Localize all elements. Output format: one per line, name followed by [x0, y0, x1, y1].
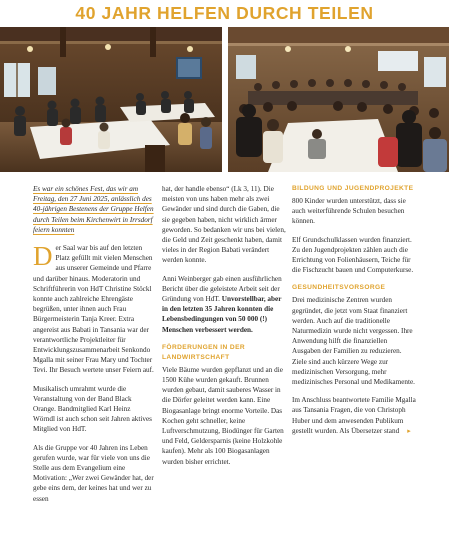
section-heading-agriculture: FÖRDERUNGEN IN DER LANDWIRTSCHAFT	[162, 343, 246, 361]
photo-caption: Es war ein schönes Fest, das wir am Freitag, den 27 Juni 2025, anlässlich des 40-jährigen Bestenens der Gruppe Helfen durch Teilen beim Kirchenwirt in Irrsdorf feiern konnten	[33, 185, 154, 234]
music-paragraph: Musikalisch umrahmt wurde die Veranstaltung von der Band Black Orange. Bandmitglied Karl Heinz Wörndl ist auch schon seit Jahren aktives Mitglied von HdT.	[33, 384, 152, 434]
gratitude-paragraph: hat, der handle ebenso“ (Lk 3, 11). Die meisten von uns haben mehr als zwei Gewänder und sind durch die Gaben, die sie gegeben haben, nicht wirklich ärmer geworden. So bedanken wir uns bei vielen, die Geld und Zeit geschenkt haben, damit vieles in der Region Babati verändert werden konnte.	[162, 185, 286, 265]
intro-paragraph	[33, 243, 154, 376]
page-title: 40 JAHR HELFEN DURCH TEILEN	[75, 3, 374, 23]
youth-paragraph: Elf Grundschulklassen wurden finanziert. Zu den Jugendprojekten zählen auch die Errichtung von Folienhäusern, Teiche für die Fischzucht bauen und Computerkurse.	[292, 235, 414, 275]
closing-paragraph	[292, 395, 417, 436]
continue-arrow-icon: ▸	[407, 426, 411, 435]
text-column-3	[292, 184, 417, 444]
health-paragraph: Drei medizinische Zentren wurden gegründet, die jetzt vom Staat finanziert werden. Auch auf die traditionelle Naturmedizin wurde nicht vergessen. Ihre Anwendung hilft die finanziellen Ausgaben der Familien zu reduzieren. Ziele sind auch kürzere Wege zur medizinischen Versorgung, mehr medizinisches Personal und Medikamente.	[292, 296, 415, 387]
text-column-2	[162, 184, 286, 475]
event-photo-left	[0, 27, 222, 172]
text-column-1	[33, 184, 154, 512]
report-highlight: Unvorstellbar, aber in den letzten 35 Jahren konnten die Lebensbedingungen von 50 000 (!) Menschen verbessert werden.	[162, 295, 282, 334]
education-paragraph: 800 Kinder wurden unterstützt, dass sie auch weiterführende Schulen besuchen können.	[292, 197, 406, 226]
drop-cap: D	[33, 241, 53, 272]
report-text: Anni Weinberger gab einen ausführlichen Bericht über die geleistete Arbeit seit der Gründung von HdT.	[162, 274, 282, 304]
bottom-fade	[0, 542, 449, 556]
event-photo-right	[228, 27, 449, 172]
intro-text: er Saal war bis auf den letzten Platz gefüllt mit vielen Menschen aus unserer Gemeinde und Pfarre und darüber hinaus. Moderatorin und Schriftführerin von HdT Christine Stöckl konnte auch zahlreiche Ehrengäste begrüßen, unter ihnen auch Frau Bürgermeisterin Tanja Kreer. Extra angereist aus Babati in Tansania war der verantwortliche Projektleiter für Entwicklungszusammenarbeit Senkondo Mgalla mit seiner Frau Mary und Tochter Tevi. Ihr Besuch wertete unser Feiern auf.	[33, 244, 154, 375]
report-paragraph	[162, 274, 286, 335]
section-heading-education: BILDUNG UND JUGENDPROJEKTE	[292, 185, 414, 192]
closing-text: Im Anschluss beantwortete Familie Mgalla aus Tansania Fragen, die von Christoph Huber und dem anwesenden Publikum gestellt wurden. Als Übersetzer stand	[292, 396, 416, 435]
origin-paragraph: Als die Gruppe vor 40 Jahren ins Leben gerufen wurde, war für viele von uns die Stelle aus dem Evangelium eine Motivation: „Wer zwei Gewänder hat, der gebe eins dem, der keines hat und wer zu essen	[33, 443, 154, 503]
section-heading-health: GESUNDHEITSVORSORGE	[292, 284, 386, 292]
agriculture-paragraph: Viele Bäume wurden gepflanzt und an die 1500 Kühe wurden gekauft. Brunnen wurden gebaut, damit sauberes Wasser in die Dörfer geleitet werden kann. Eine Biogasanlage bringt enorme Vorteile. Das Kochen geht schneller, keine Luftverschmutzung, Biodünger für Garten und Feld, Geldersparnis (keine Holzkohle kaufen). Mehr als 100 Biogasanlagen wurden bisher errichtet.	[162, 365, 284, 466]
